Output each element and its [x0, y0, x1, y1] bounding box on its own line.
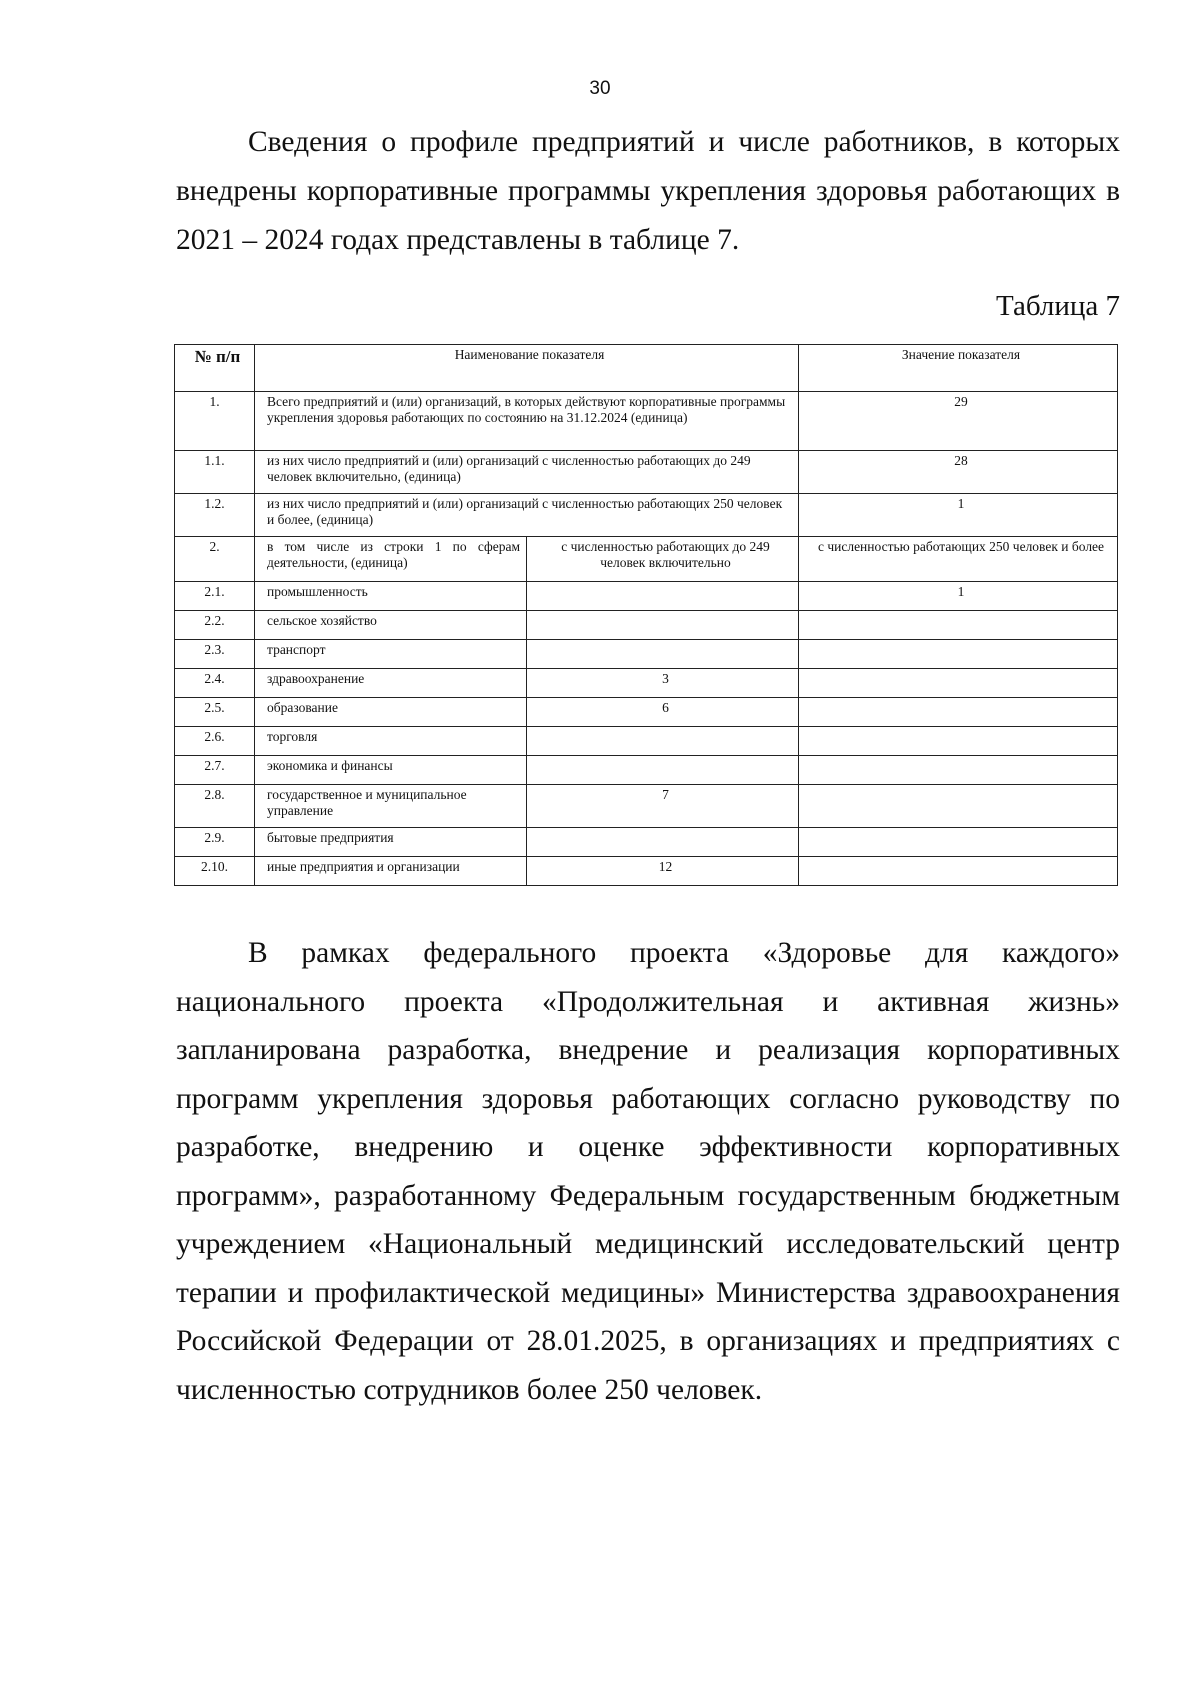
row-name: образование: [255, 698, 527, 727]
row-name: сельское хозяйство: [255, 611, 527, 640]
row-large: [799, 669, 1118, 698]
row-num: 2.2.: [175, 611, 255, 640]
row-large: [799, 857, 1118, 886]
row-small: 12: [527, 857, 799, 886]
row-name: промышленность: [255, 582, 527, 611]
table-subheader-row: [175, 537, 1118, 582]
header-num: № п/п: [175, 345, 255, 392]
subheader-small: с численностью работающих до 249 человек включительно: [527, 537, 799, 582]
table-row: [175, 785, 1118, 828]
table-row: [175, 582, 1118, 611]
row-large: 1: [799, 582, 1118, 611]
row-num: 2.9.: [175, 828, 255, 857]
table-row: [175, 611, 1118, 640]
row-large: [799, 640, 1118, 669]
table-row: [175, 392, 1118, 451]
row-value: 1: [799, 494, 1118, 537]
row-value: 29: [799, 392, 1118, 451]
row-num: 2.: [175, 537, 255, 582]
row-small: [527, 828, 799, 857]
row-num: 2.6.: [175, 727, 255, 756]
row-name: торговля: [255, 727, 527, 756]
table-row: [175, 640, 1118, 669]
row-large: [799, 611, 1118, 640]
row-num: 1.: [175, 392, 255, 451]
row-small: [527, 727, 799, 756]
intro-paragraph: Сведения о профиле предприятий и числе работников, в которых внедрены корпоративные программы укрепления здоровья работающих в 2021 – 2024 годах представлены в таблице 7.: [176, 126, 1120, 256]
table-row: [175, 698, 1118, 727]
table-row: [175, 828, 1118, 857]
row-num: 2.3.: [175, 640, 255, 669]
row-name: государственное и муниципальное управление: [255, 785, 527, 828]
row-num: 2.5.: [175, 698, 255, 727]
row-small: 6: [527, 698, 799, 727]
row-name: из них число предприятий и (или) организаций с численностью работающих 250 человек и более, (единица): [255, 494, 799, 537]
row-small: 7: [527, 785, 799, 828]
table-row: [175, 756, 1118, 785]
row-large: [799, 756, 1118, 785]
row-num: 2.4.: [175, 669, 255, 698]
header-value: Значение показателя: [799, 345, 1118, 392]
row-name: здравоохранение: [255, 669, 527, 698]
row-name: иные предприятия и организации: [255, 857, 527, 886]
row-num: 2.7.: [175, 756, 255, 785]
table-row: [175, 727, 1118, 756]
row-value: 28: [799, 451, 1118, 494]
row-name: Всего предприятий и (или) организаций, в которых действуют корпоративные программы укрепления здоровья работающих по состоянию на 31.12.2024 (единица): [255, 392, 799, 451]
row-small: [527, 611, 799, 640]
row-large: [799, 785, 1118, 828]
header-name: Наименование показателя: [255, 345, 799, 392]
row-small: [527, 640, 799, 669]
row-name: в том числе из строки 1 по сферам деятельности, (единица): [255, 537, 527, 582]
row-num: 2.1.: [175, 582, 255, 611]
row-num: 2.8.: [175, 785, 255, 828]
row-num: 1.1.: [175, 451, 255, 494]
page-number: 30: [589, 78, 611, 99]
row-small: [527, 582, 799, 611]
row-num: 2.10.: [175, 857, 255, 886]
row-large: [799, 828, 1118, 857]
table-caption: Таблица 7: [995, 290, 1120, 322]
table-row: [175, 494, 1118, 537]
row-name: из них число предприятий и (или) организаций с численностью работающих до 249 человек включительно, (единица): [255, 451, 799, 494]
row-num: 1.2.: [175, 494, 255, 537]
subheader-large: с численностью работающих 250 человек и более: [799, 537, 1118, 582]
row-large: [799, 727, 1118, 756]
row-large: [799, 698, 1118, 727]
table-row: [175, 857, 1118, 886]
row-name: бытовые предприятия: [255, 828, 527, 857]
row-small: 3: [527, 669, 799, 698]
table-row: [175, 451, 1118, 494]
row-small: [527, 756, 799, 785]
row-name: транспорт: [255, 640, 527, 669]
table-row: [175, 669, 1118, 698]
row-name: экономика и финансы: [255, 756, 527, 785]
table-header-row: [175, 345, 1118, 392]
data-table: [174, 344, 1118, 886]
body-paragraph: В рамках федерального проекта «Здоровье для каждого» национального проекта «Продолжительная и активная жизнь» запланирована разработка, внедрение и реализация корпоративных программ укрепления здоровья работающих согласно руководству по разработке, внедрению и оценке эффективности корпоративных программ», разработанному Федеральным государственным бюджетным учреждением «Национальный медицинский исследовательский центр терапии и профилактической медицины» Министерства здравоохранения Российской Федерации от 28.01.2025, в организациях и предприятиях с численностью сотрудников более 250 человек.: [176, 937, 1120, 1406]
